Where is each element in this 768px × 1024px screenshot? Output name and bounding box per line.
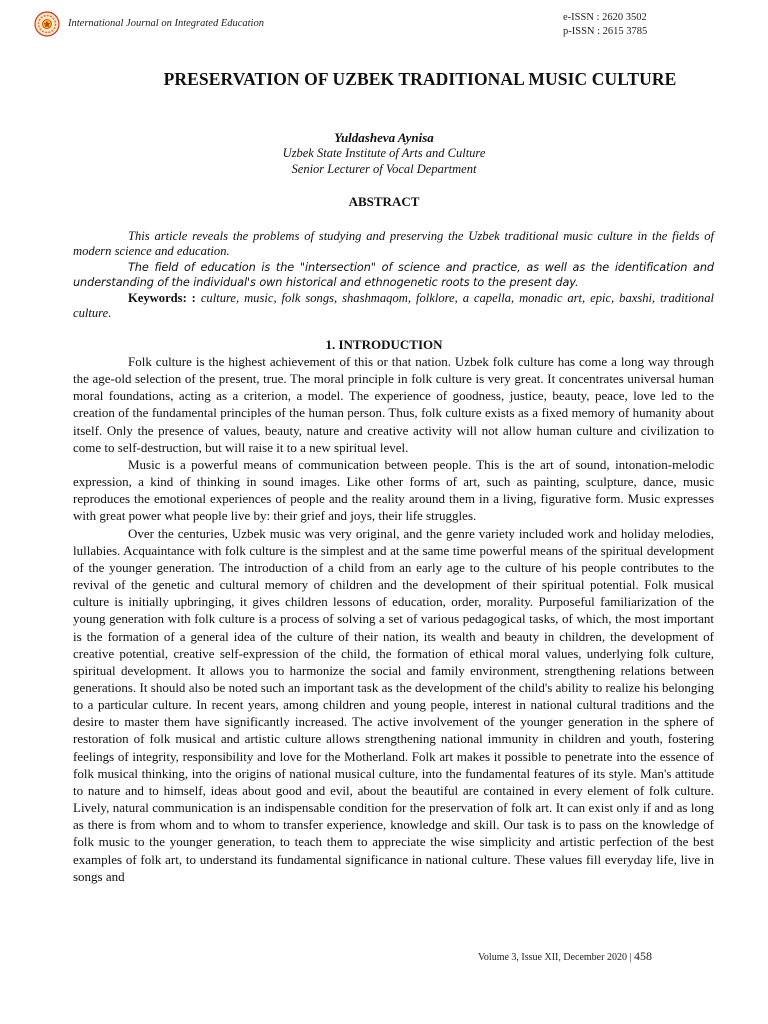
journal-name: International Journal on Integrated Education (68, 18, 264, 29)
journal-logo-icon (34, 11, 60, 37)
body-paragraph: Music is a powerful means of communication between people. This is the art of sound, intonation-melodic expression, a kind of thinking in sound images. Like other forms of art, such as painting, sculpture, dance, music reproduces the emotional experiences of people and the reality around them in a living, figurative form. Music expresses with great power what people live by: their grief and joys, their life struggles. (73, 456, 714, 524)
author-position: Senior Lecturer of Vocal Department (291, 161, 477, 176)
keywords-label: Keywords: : (128, 290, 196, 305)
body-paragraph: Over the centuries, Uzbek music was very original, and the genre variety included work and holiday melodies, lullabies. Acquaintance with folk culture is the simplest and at the same time powerful means of the spiritual development of the younger generation. The introduction of a child from an early age to the culture of his people contributes to the revival of the genetic and cultural memory of children and the development of their spiritual potential. Folk musical culture is initially upbringing, it gives children lessons of education, order, morality. Purposeful familiarization of the young generation with folk culture is a process of solving a set of various pedagogical tasks, of which, the most important is the formation of a general idea of the culture of their nation, its wealth and beauty in children, the development of creative potential, creative self-expression of the child, the formation of ethical moral values, underlying folk culture, spiritual development. It allows you to harmonize the social and family environment, strengthening relations between generations. It should also be noted such an important task as the development of the child's ability to realize his belonging to a particular culture. In recent years, among children and young people, interest in national cultural traditions and the desire to master them have significantly increased. The active involvement of the younger generation in the sphere of restoration of folk musical and artistic culture allows strengthening national immunity in children and youth, fostering feelings of integrity, responsibility and love for the Motherland. Folk art makes it possible to penetrate into the essence of folk musical thinking, into the origins of national musical culture, into the fundamental features of its style. Man's attitude to nature and to himself, ideas about good and evil, about the beautiful are contained in every element of folk culture. Lively, natural communication is an indispensable condition for the preservation of folk art. It can exist only if and as long as there is from whom and to whom to transfer experience, knowledge and skill. Our task is to pass on the knowledge of folk music to the younger generation, to teach them to appreciate the wise simplicity and artistic perfection of the best examples of folk art, to understand its fundamental significance in national culture. These values fill everyday life, live in songs and (73, 525, 714, 884)
abstract-paragraph: This article reveals the problems of studying and preserving the Uzbek traditional music culture in the fields of modern science and education. (73, 229, 714, 259)
section-body (73, 353, 714, 885)
abstract-body (73, 229, 714, 321)
page-header (0, 0, 768, 50)
abstract-heading: ABSTRACT (348, 194, 420, 209)
footer-volume: Volume 3, Issue XII, December 2020 | (478, 952, 634, 963)
keywords (73, 291, 714, 322)
author-institution: Uzbek State Institute of Arts and Culture (282, 146, 486, 160)
keywords-list: culture, music, folk songs, shashmaqom, folklore, a capella, monadic art, epic, baxshi, traditional culture. (73, 290, 714, 321)
eissn: e-ISSN : 2620 3502 (563, 12, 647, 23)
section-heading: 1. INTRODUCTION (325, 337, 443, 352)
page-footer (478, 949, 652, 964)
author-name: Yuldasheva Aynisa (334, 130, 434, 145)
abstract-paragraph: The field of education is the "intersection" of science and practice, as well as the identification and understanding of the individual's own historical and ethnogenetic roots to the present day. (73, 260, 714, 290)
pissn: p-ISSN : 2615 3785 (563, 26, 648, 37)
issn-block (563, 11, 647, 39)
article-title: PRESERVATION OF UZBEK TRADITIONAL MUSIC CULTURE (163, 69, 677, 89)
page-number: 458 (633, 949, 652, 963)
body-paragraph: Folk culture is the highest achievement of this or that nation. Uzbek folk culture has come a long way through the age-old selection of the present, true. The moral principle in folk culture is very great. It concentrates universal human moral foundations, acting as a criterion, a model. The experience of goodness, justice, beauty, peace, love led to the creation of the fundamental principles of the human person. Thus, folk culture exists as a fixed memory of humanity about itself. Only the presence of values, beauty, nature and creative activity will not allow human culture and civilization to come to self-destruction, but will raise it to a new spiritual level. (73, 354, 714, 455)
author-affiliation (0, 146, 768, 177)
